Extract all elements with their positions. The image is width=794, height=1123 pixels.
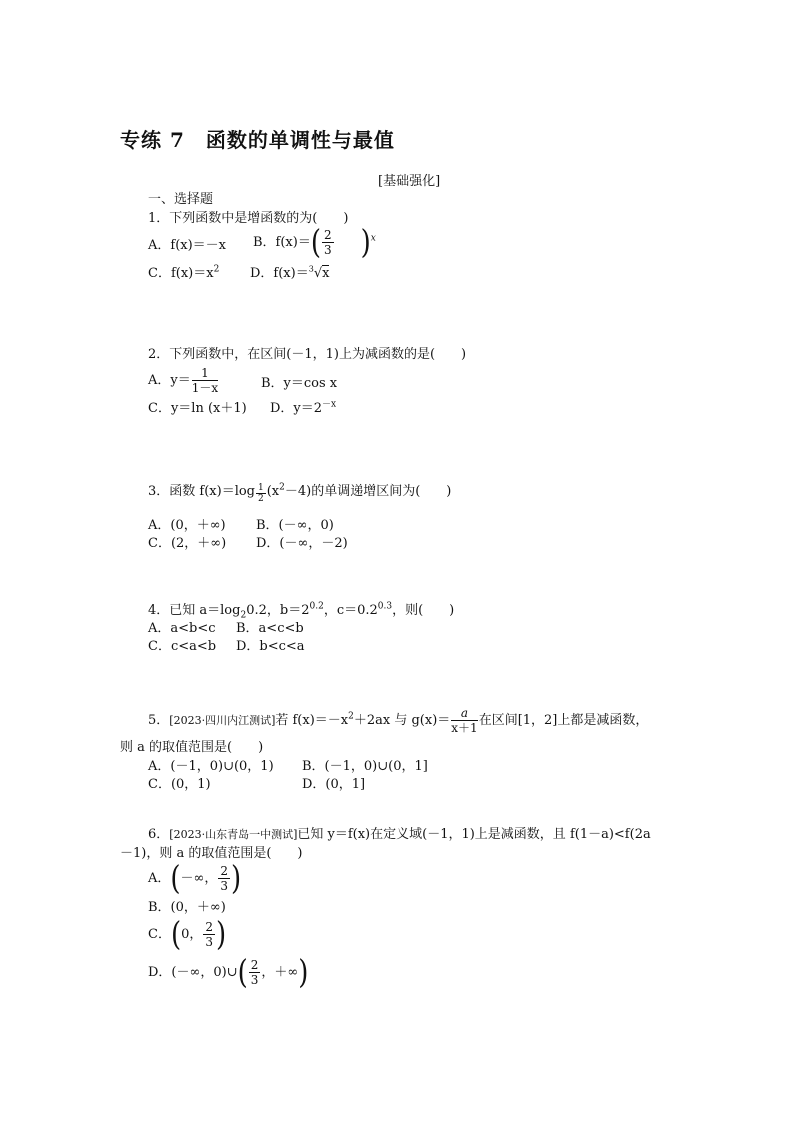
stem-suffix-a: (x <box>266 484 280 499</box>
fraction <box>218 864 230 893</box>
question-6-stem-line2: －1)，则 a 的取值范围是( ) <box>120 846 303 861</box>
question-1-option-c <box>148 266 219 282</box>
option-d-prefix: D．y＝2 <box>270 401 323 416</box>
question-2-option-d <box>270 401 336 417</box>
question-1-option-d <box>250 266 329 282</box>
question-2-option-a <box>148 366 219 395</box>
radicand: x <box>322 266 330 281</box>
fraction <box>203 920 215 949</box>
left-paren: ( <box>170 859 181 898</box>
right-paren: ) <box>231 859 242 898</box>
left-paren: ( <box>170 915 182 954</box>
fraction <box>249 958 261 987</box>
question-4-option-c: C．c<a<b <box>148 639 217 654</box>
denominator: 3 <box>250 973 259 987</box>
option-c-prefix: C． <box>148 927 171 942</box>
numerator: 2 <box>250 958 259 972</box>
question-4-option-d: D．b<c<a <box>236 639 305 654</box>
question-5-option-c: C．(0，1) <box>148 777 211 792</box>
right-paren: ) <box>216 915 227 954</box>
exponent: 2 <box>279 482 285 493</box>
question-2-stem: 2．下列函数中，在区间(－1，1)上为减函数的是( ) <box>148 347 467 362</box>
page-title: 专练 7 函数的单调性与最值 <box>120 128 395 152</box>
stem-prefix: 3．函数 f(x)＝log <box>148 484 255 499</box>
numerator: 2 <box>220 864 229 878</box>
question-6-stem <box>148 827 651 843</box>
stem-part-b: ＋2ax 与 g(x)＝ <box>353 713 451 728</box>
question-4-stem <box>148 603 454 619</box>
numerator: 1 <box>192 366 218 381</box>
question-6-option-c <box>148 915 227 954</box>
option-d-inner: ，＋∞ <box>261 965 299 980</box>
radical-sign: √ <box>313 266 323 281</box>
question-3-stem <box>148 483 451 504</box>
numerator: 2 <box>324 228 332 242</box>
question-3-option-a: A．(0，＋∞) <box>148 518 226 533</box>
question-3-option-b: B．(－∞，0) <box>256 518 334 533</box>
option-a-inner: －∞， <box>180 871 218 886</box>
stem-part-c: ，c＝0.2 <box>323 603 378 618</box>
option-c-inner: 0， <box>181 927 203 942</box>
right-paren: ) <box>360 223 371 262</box>
option-d-prefix: D．f(x)＝ <box>250 266 309 281</box>
root-index: 3 <box>308 264 314 274</box>
question-4-option-a: A．a<b<c <box>148 621 216 636</box>
exponent: 0.2 <box>309 601 324 612</box>
question-6-option-d <box>148 953 309 992</box>
denominator: 3 <box>220 879 229 893</box>
stem-part-b: 0.2，b＝2 <box>246 603 310 618</box>
question-5-option-a: A．(－1，0)∪(0，1) <box>148 759 274 774</box>
subscript: 2 <box>240 610 247 621</box>
stem-part-a: 4．已知 a＝log <box>148 603 241 618</box>
question-1-option-a: A．f(x)＝－x <box>148 238 227 253</box>
log-base-fraction <box>256 483 266 504</box>
question-5-stem <box>148 706 648 735</box>
question-5-option-b: B．(－1，0)∪(0，1] <box>302 759 428 774</box>
denominator: 3 <box>324 243 332 257</box>
denominator: 1－x <box>191 381 219 395</box>
question-5-stem-line2: 则 a 的取值范围是( ) <box>120 740 264 755</box>
question-3-option-c: C．(2，＋∞) <box>148 536 227 551</box>
left-paren: ( <box>237 953 248 992</box>
question-source: [2023·四川内江测试] <box>169 714 276 727</box>
option-c-prefix: C．f(x)＝x <box>148 266 214 281</box>
stem-part-c: 在区间[1，2]上都是减函数， <box>478 713 649 728</box>
denominator: 3 <box>205 935 214 949</box>
question-5-option-d: D．(0，1] <box>302 777 366 792</box>
question-number: 5． <box>148 713 170 728</box>
question-number: 6． <box>148 827 170 842</box>
option-a-prefix: A． <box>148 871 171 886</box>
exponent: 2 <box>213 264 220 275</box>
question-4-option-b: B．a<c<b <box>236 621 304 636</box>
stem-part-a: 若 f(x)＝－x <box>275 713 349 728</box>
fraction <box>451 706 477 735</box>
question-3-option-d: D．(－∞，－2) <box>256 536 348 551</box>
question-1-stem: 1．下列函数中是增函数的为( ) <box>148 211 349 226</box>
question-2-option-c: C．y＝ln (x＋1) <box>148 401 247 416</box>
fraction <box>322 228 334 257</box>
question-1-option-b <box>253 223 376 262</box>
right-paren: ) <box>298 953 309 992</box>
option-b-prefix: B．f(x)＝ <box>253 235 311 250</box>
left-paren: ( <box>310 223 321 262</box>
fraction <box>192 366 218 395</box>
question-6-option-a <box>148 859 242 898</box>
question-source: [2023·山东青岛一中测试] <box>169 828 298 841</box>
denominator: x＋1 <box>451 721 478 735</box>
question-6-option-b: B．(0，＋∞) <box>148 900 226 915</box>
denominator: 2 <box>258 494 264 504</box>
numerator: a <box>451 706 477 721</box>
numerator: 1 <box>258 483 264 493</box>
question-2-option-b: B．y＝cos x <box>261 376 338 391</box>
numerator: 2 <box>205 920 214 934</box>
stem-suffix-b: －4)的单调递增区间为( ) <box>284 484 452 499</box>
stem-part-d: ，则( ) <box>392 603 455 618</box>
option-d-prefix: D．(－∞，0)∪ <box>148 965 238 980</box>
exponent: x <box>370 233 376 244</box>
stem-part-a: 已知 y＝f(x)在定义域(－1，1)上是减函数，且 f(1－a)<f(2a <box>297 827 651 842</box>
exponent: 2 <box>348 711 354 722</box>
option-a-prefix: A．y＝ <box>148 373 191 388</box>
part-heading: 一、选择题 <box>148 192 214 207</box>
section-tag: [基础强化] <box>378 174 441 189</box>
exponent: －x <box>322 399 337 410</box>
exponent: 0.3 <box>377 601 393 612</box>
